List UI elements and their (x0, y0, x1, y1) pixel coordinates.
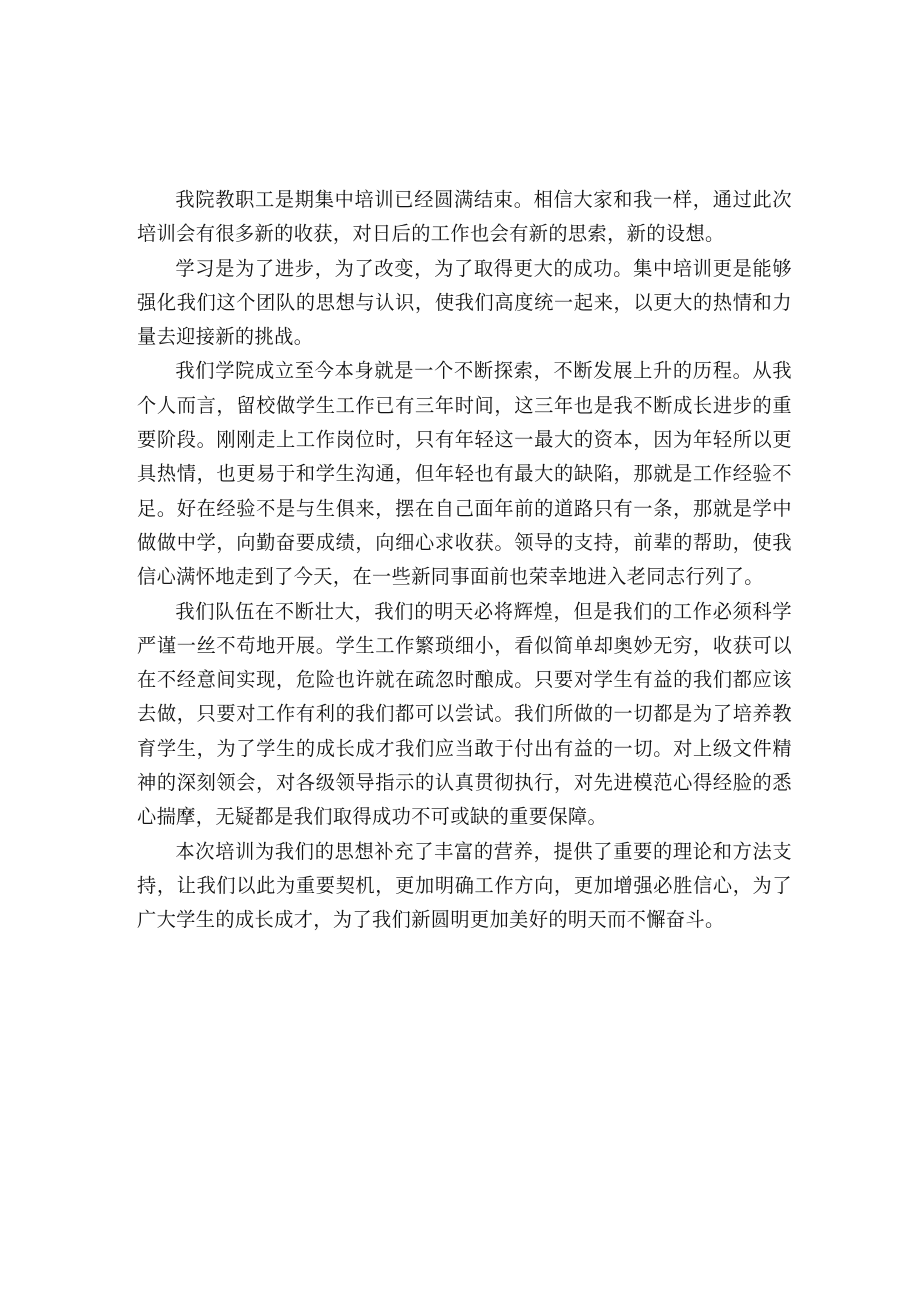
paragraph-5: 本次培训为我们的思想补充了丰富的营养，提供了重要的理论和方法支持，让我们以此为重要契机，更加明确工作方向，更加增强必胜信心，为了广大学生的成长成才，为了我们新圆明更加美好的明天而不懈奋斗。 (137, 839, 792, 932)
document-body (137, 183, 792, 938)
paragraph-4: 我们队伍在不断壮大，我们的明天必将辉煌，但是我们的工作必须科学严谨一丝不苟地开展。学生工作繁琐细小，看似简单却奥妙无穷，收获可以在不经意间实现，危险也许就在疏忽时酿成。只要对学生有益的我们都应该去做，只要对工作有利的我们都可以尝试。我们所做的一切都是为了培养教育学生，为了学生的成长成才我们应当敢于付出有益的一切。对上级文件精神的深刻领会，对各级领导指示的认真贯彻执行，对先进模范心得经脸的悉心揣摩，无疑都是我们取得成功不可或缺的重要保障。 (137, 599, 792, 829)
paragraph-2: 学习是为了进步，为了改变，为了取得更大的成功。集中培训更是能够强化我们这个团队的思想与认识，使我们高度统一起来，以更大的热情和力量去迎接新的挑战。 (137, 256, 792, 349)
paragraph-3: 我们学院成立至今本身就是一个不断探索，不断发展上升的历程。从我个人而言，留校做学生工作已有三年时间，这三年也是我不断成长进步的重要阶段。刚刚走上工作岗位时，只有年轻这一最大的资本，因为年轻所以更具热情，也更易于和学生沟通，但年轻也有最大的缺陷，那就是工作经验不足。好在经验不是与生俱来，摆在自己面年前的道路只有一条，那就是学中做做中学，向勤奋要成绩，向细心求收获。领导的支持，前辈的帮助，使我信心满怀地走到了今天，在一些新同事面前也荣幸地进入老同志行列了。 (137, 359, 792, 589)
paragraph-1: 我院教职工是期集中培训已经圆满结束。相信大家和我一样，通过此次培训会有很多新的收获，对日后的工作也会有新的思索，新的设想。 (137, 188, 792, 246)
